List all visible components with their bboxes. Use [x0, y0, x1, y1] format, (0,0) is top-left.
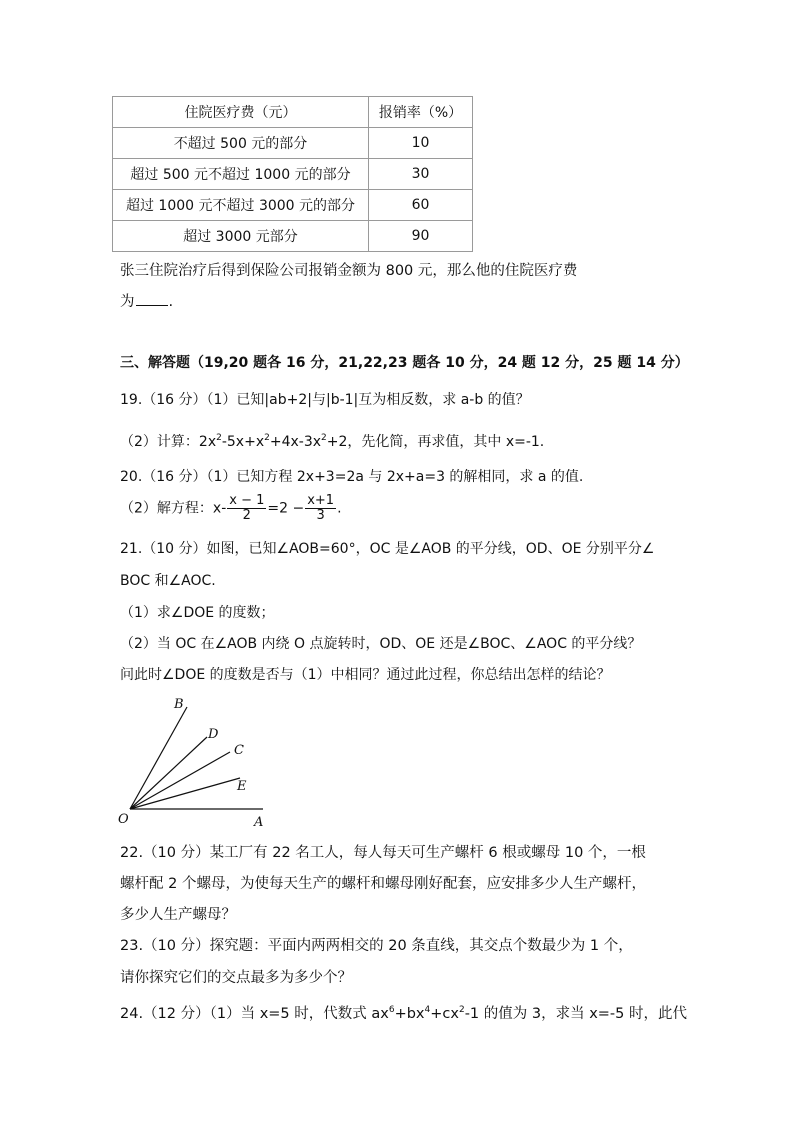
exponent: 6 [388, 1005, 395, 1015]
text-fragment: -5x+x [221, 434, 265, 450]
table-cell: 10 [369, 128, 473, 159]
text-fragment: =2 − [267, 500, 305, 517]
question-text: 张三住院治疗后得到保险公司报销金额为 800 元，那么他的住院医疗费 [120, 263, 578, 279]
table-header: 住院医疗费（元） [113, 97, 369, 128]
table-row [113, 221, 473, 252]
text-fragment: -1 的值为 3，求当 x=-5 时，此代 [464, 1006, 687, 1022]
angle-figure [110, 690, 280, 830]
table-header-row [113, 97, 473, 128]
table-cell: 超过 3000 元部分 [113, 221, 369, 252]
section-title: 三、解答题（19,20 题各 16 分，21,22,23 题各 10 分，24 题 12 分，25 题 14 分） [120, 355, 689, 371]
exponent: 2 [264, 433, 270, 443]
label-d: D [208, 727, 219, 742]
question-text: 21.（10 分）如图，已知∠AOB=60°，OC 是∠AOB 的平分线，OD、OE 分别平分∠ [120, 541, 655, 557]
fraction [227, 494, 266, 523]
fraction-denominator: 3 [316, 508, 325, 523]
question-text [120, 494, 342, 523]
table-row [113, 159, 473, 190]
text-fragment: （2）计算：2x [120, 434, 217, 450]
text-fragment: . [337, 500, 342, 517]
text-fragment: +bx [394, 1006, 425, 1022]
question-text: （2）当 OC 在∠AOB 内绕 O 点旋转时，OD、OE 还是∠BOC、∠AOC 的平分线？ [120, 636, 642, 652]
question-text: 19.（16 分）（1）已知|ab+2|与|b-1|互为相反数，求 a-b 的值？ [120, 392, 530, 408]
table-row [113, 128, 473, 159]
table-header: 报销率（%） [369, 97, 473, 128]
reimbursement-table [112, 96, 473, 252]
exponent: 4 [424, 1005, 431, 1015]
question-text [120, 290, 173, 311]
question-text: 22.（10 分）某工厂有 22 名工人，每人每天可生产螺杆 6 根或螺母 10 个，一根 [120, 845, 646, 861]
label-c: C [234, 743, 244, 758]
table-cell: 90 [369, 221, 473, 252]
table-cell: 超过 1000 元不超过 3000 元的部分 [113, 190, 369, 221]
question-text [120, 431, 544, 451]
fraction-numerator: x − 1 [229, 493, 265, 508]
text-fragment: +2，先化简，再求值，其中 x=-1. [326, 434, 545, 450]
question-text: 多少人生产螺母？ [120, 907, 236, 923]
table-row [113, 190, 473, 221]
question-text: 请你探究它们的交点最多为多少个？ [120, 970, 352, 986]
exponent: 2 [321, 433, 327, 443]
fraction-denominator: 2 [242, 508, 251, 523]
text-fragment: （2）解方程：x- [120, 500, 227, 517]
label-a: A [254, 815, 264, 830]
exponent: 2 [458, 1005, 465, 1015]
text-fragment: 24.（12 分）（1）当 x=5 时，代数式 ax [120, 1006, 389, 1022]
text-fragment: +cx [430, 1006, 459, 1022]
table-cell: 超过 500 元不超过 1000 元的部分 [113, 159, 369, 190]
label-e: E [237, 779, 247, 794]
question-text: 23.（10 分）探究题：平面内两两相交的 20 条直线，其交点个数最少为 1 个， [120, 938, 633, 954]
question-text: （1）求∠DOE 的度数； [120, 605, 275, 621]
text-fragment: +4x-3x [269, 434, 322, 450]
question-text: 螺杆配 2 个螺母，为使每天生产的螺杆和螺母刚好配套，应安排多少人生产螺杆， [120, 876, 646, 892]
question-text-fragment: . [168, 294, 174, 310]
label-o: O [118, 812, 129, 827]
table-cell: 不超过 500 元的部分 [113, 128, 369, 159]
table-cell: 30 [369, 159, 473, 190]
question-text: BOC 和∠AOC. [120, 573, 216, 589]
ray-ob [130, 707, 187, 809]
question-text: 问此时∠DOE 的度数是否与（1）中相同？通过此过程，你总结出怎样的结论？ [120, 667, 611, 683]
exponent: 2 [216, 433, 222, 443]
ray-oc [130, 752, 230, 809]
question-text: 20.（16 分）（1）已知方程 2x+3=2a 与 2x+a=3 的解相同，求 a 的值. [120, 469, 584, 485]
fraction-numerator: x+1 [307, 493, 335, 508]
table-cell: 60 [369, 190, 473, 221]
question-text-fragment: 为 [120, 294, 135, 310]
answer-blank [136, 304, 168, 306]
fraction [305, 494, 336, 523]
question-text [120, 1002, 687, 1023]
label-b: B [174, 697, 184, 712]
